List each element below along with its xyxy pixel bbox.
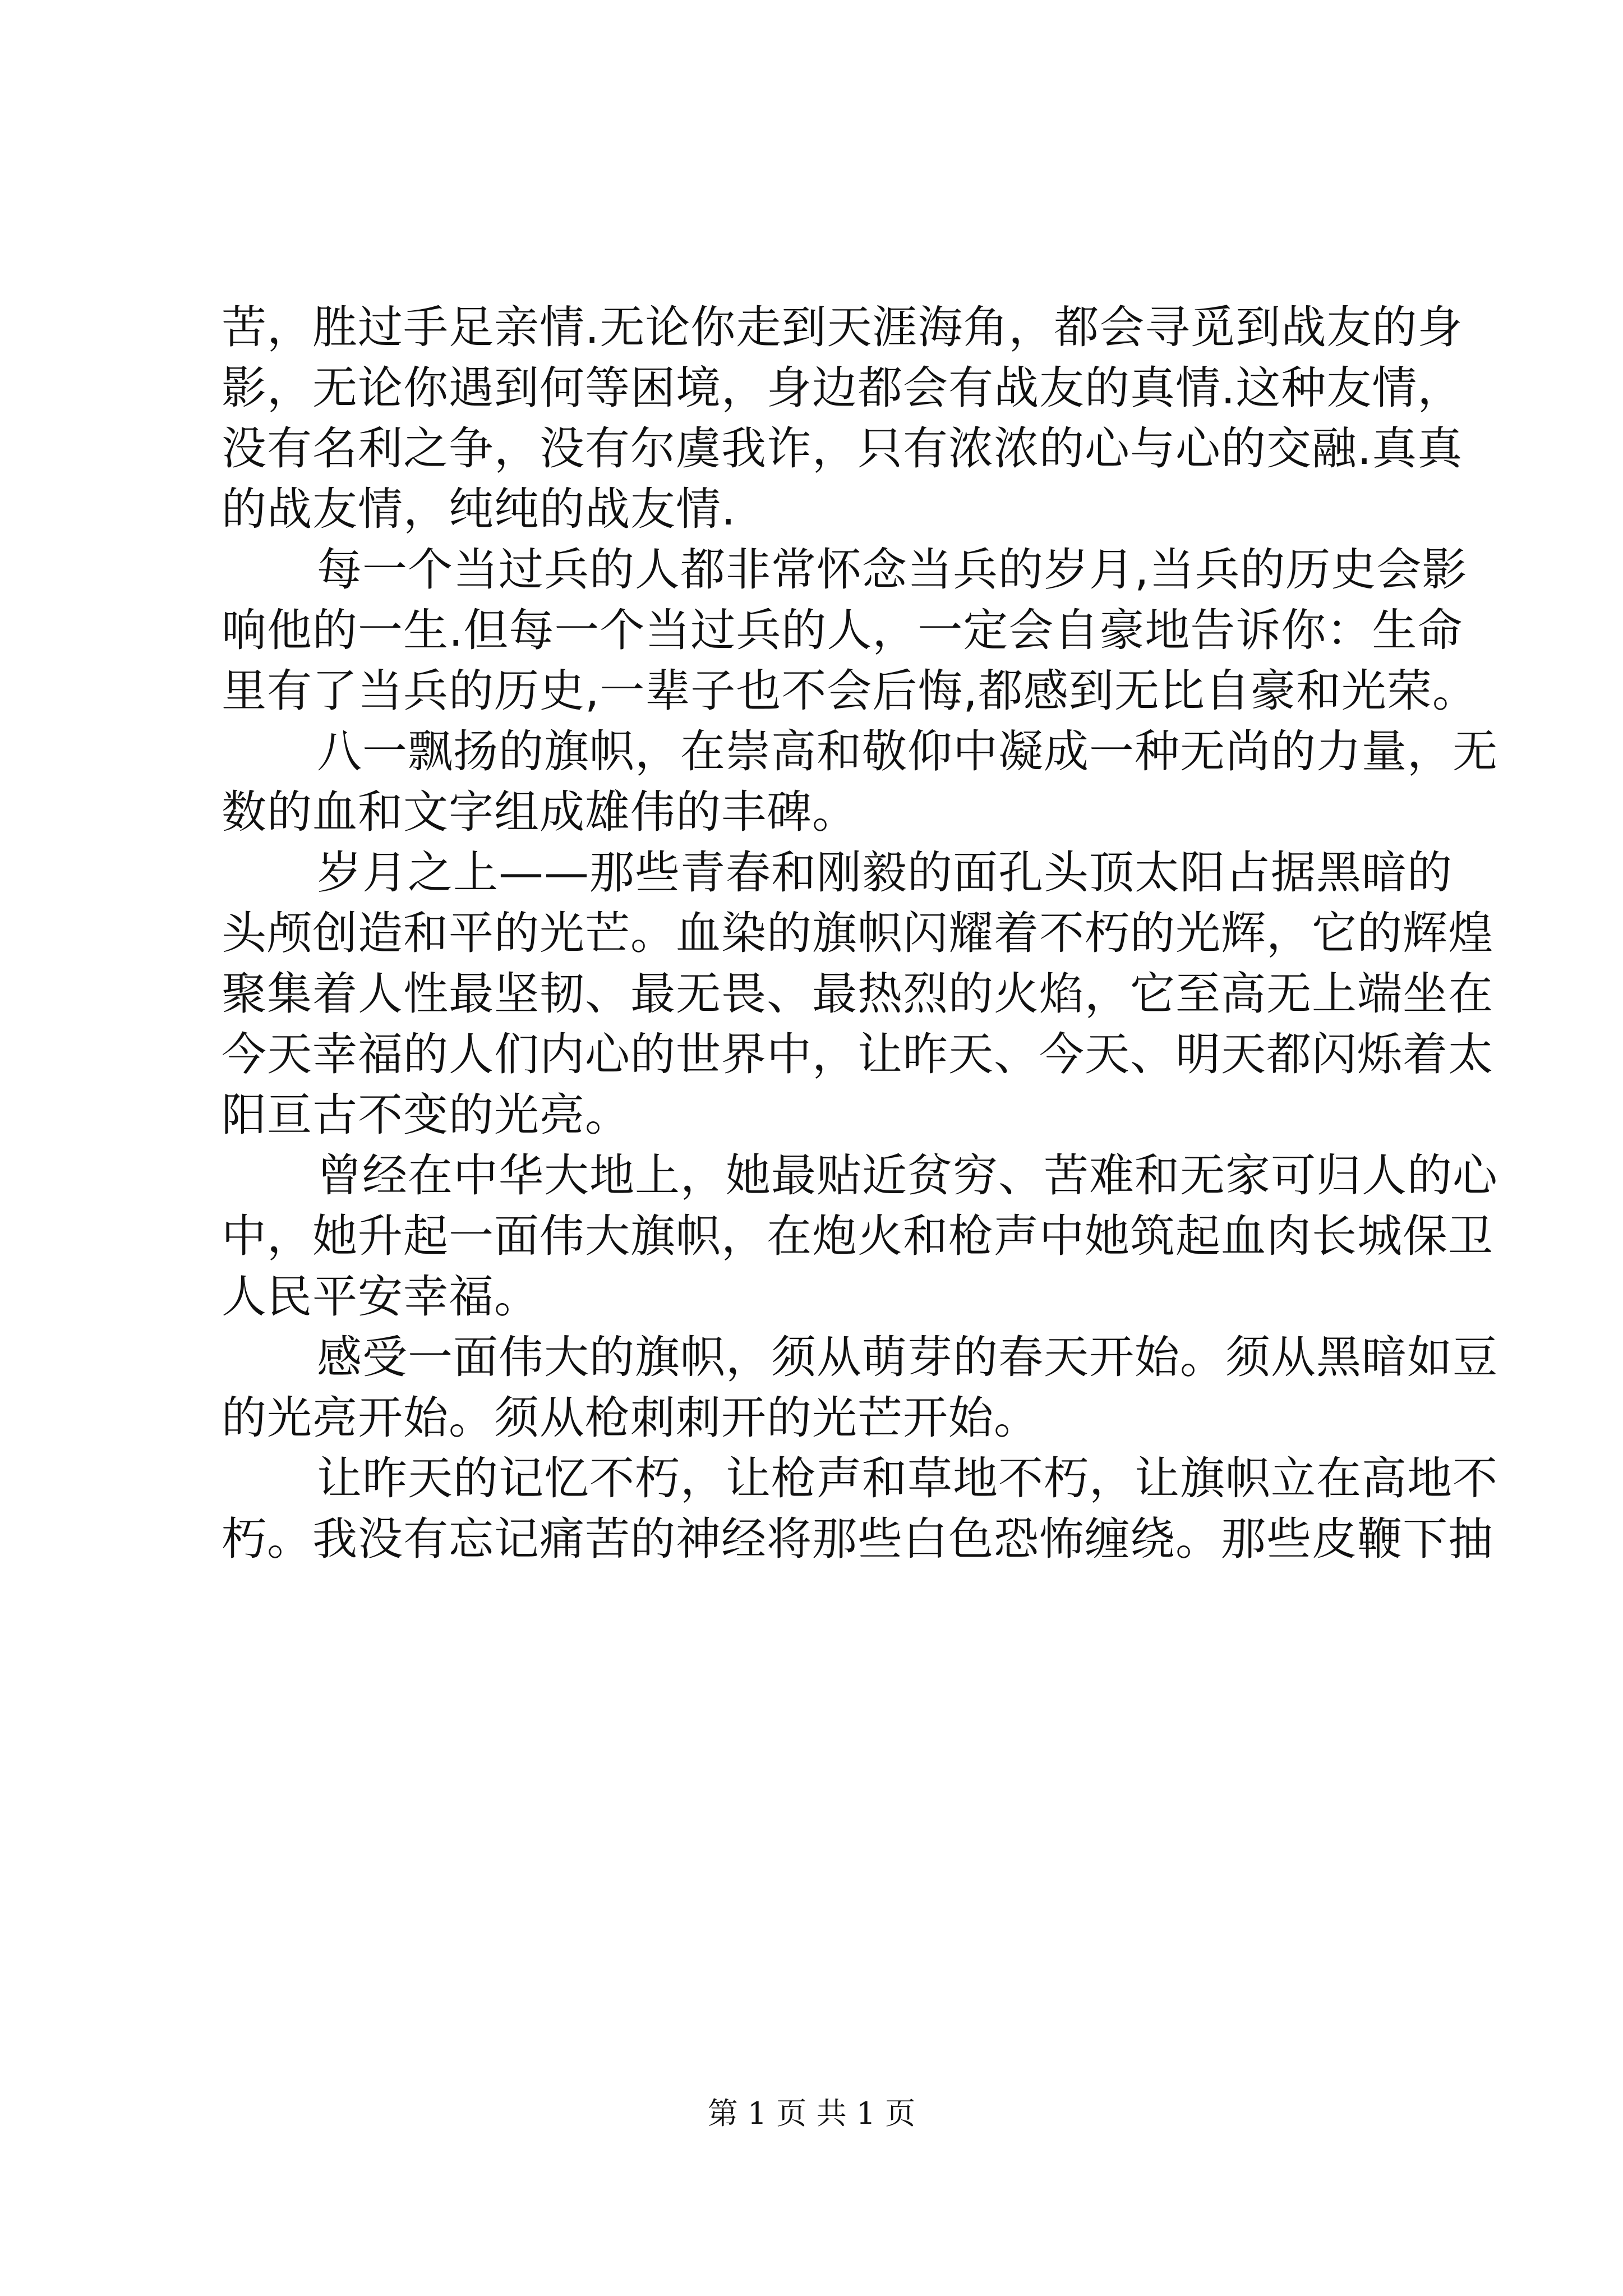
- paragraph-5: [222, 1145, 1498, 1327]
- page-footer: [0, 2094, 1623, 2133]
- paragraph-6: [222, 1327, 1498, 1448]
- text-line: 岁月之上——那些青春和刚毅的面孔头顶太阳占据黑暗的: [317, 846, 1453, 899]
- text-line: 让昨天的记忆不朽，让枪声和草地不朽，让旗帜立在高地不: [317, 1452, 1498, 1504]
- text-line: 里有了当兵的历史,一辈子也不会后悔,都感到无比自豪和光荣。: [222, 665, 1478, 717]
- paragraph-1: [222, 297, 1463, 540]
- text-line: 每一个当过兵的人都非常怀念当兵的岁月,当兵的历史会影: [317, 544, 1468, 596]
- text-line: 的光亮开始。须从枪刺刺开的光芒开始。: [222, 1392, 1039, 1444]
- text-line: 八一飘扬的旗帜，在崇高和敬仰中凝成一种无尚的力量，无: [317, 725, 1498, 777]
- text-line: 头颅创造和平的光芒。血染的旗帜闪耀着不朽的光辉，它的辉煌: [222, 907, 1493, 959]
- paragraph-4: [222, 843, 1493, 1145]
- text-line: 响他的一生.但每一个当过兵的人，一定会自豪地告诉你：生命: [222, 604, 1463, 656]
- page-number-label: 第 1 页 共 1 页: [707, 2096, 916, 2131]
- paragraph-3: [222, 721, 1498, 843]
- text-line: 感受一面伟大的旗帜，须从萌芽的春天开始。须从黑暗如豆: [317, 1331, 1498, 1383]
- text-line: 曾经在中华大地上，她最贴近贫穷、苦难和无家可归人的心: [317, 1149, 1498, 1202]
- text-line: 人民平安幸福。: [222, 1271, 540, 1323]
- text-line: 影，无论你遇到何等困境，身边都会有战友的真情.这种友情，: [222, 362, 1463, 414]
- text-line: 没有名利之争，没有尔虞我诈，只有浓浓的心与心的交融.真真: [222, 422, 1463, 475]
- text-line: 朽。我没有忘记痛苦的神经将那些白色恐怖缠绕。那些皮鞭下抽: [222, 1513, 1493, 1565]
- text-line: 中，她升起一面伟大旗帜，在炮火和枪声中她筑起血肉长城保卫: [222, 1210, 1493, 1262]
- text-line: 苦，胜过手足亲情.无论你走到天涯海角，都会寻觅到战友的身: [222, 301, 1463, 353]
- body-text: [222, 297, 1498, 1570]
- text-line: 阳亘古不变的光亮。: [222, 1089, 630, 1141]
- paragraph-7: [222, 1448, 1498, 1570]
- text-line: 今天幸福的人们内心的世界中，让昨天、今天、明天都闪烁着太: [222, 1028, 1493, 1080]
- text-line: 数的血和文字组成雄伟的丰碑。: [222, 786, 857, 838]
- text-line: 的战友情，纯纯的战友情.: [222, 483, 736, 535]
- text-line: 聚集着人性最坚韧、最无畏、最热烈的火焰，它至高无上端坐在: [222, 968, 1493, 1020]
- paragraph-2: [222, 540, 1478, 721]
